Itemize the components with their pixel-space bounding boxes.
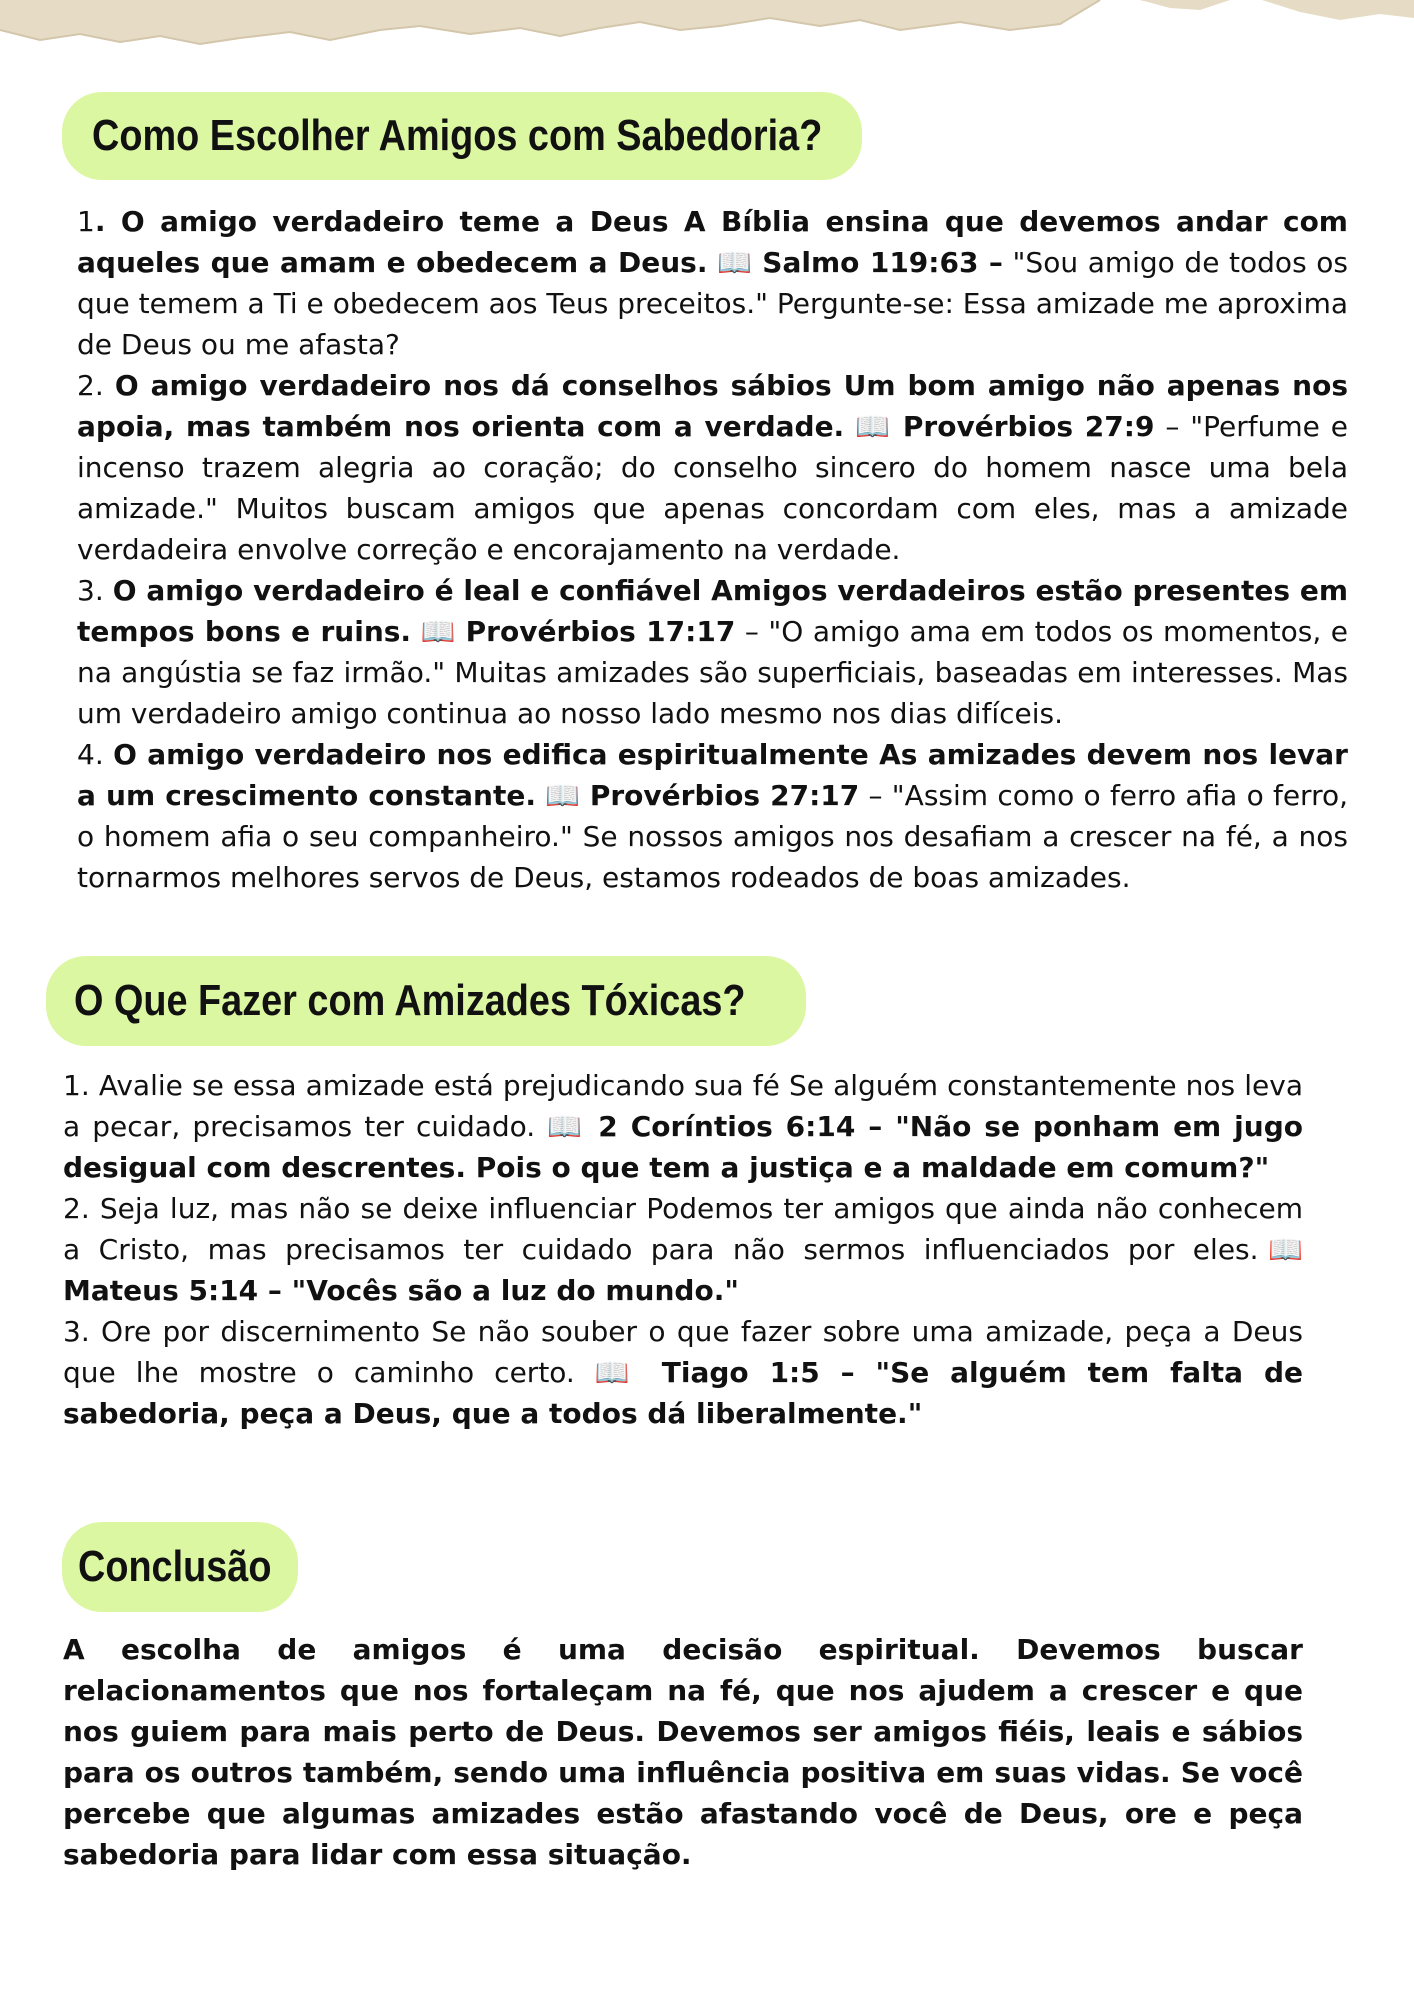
- item-bold-text: O amigo verdadeiro é leal e confiável Amigos verdadeiros estão presentes em tempos bons e ruins.: [77, 574, 1348, 648]
- item-text: 3. Ore por discernimento Se não souber o que fazer sobre uma amizade, peça a Deus que lhe mostre o caminho certo.: [63, 1315, 1303, 1389]
- bible-reference: Provérbios 27:17: [589, 779, 860, 812]
- list-item: [63, 1065, 1303, 1188]
- bible-reference: Mateus 5:14 – "Vocês são a luz do mundo.": [63, 1274, 739, 1307]
- bible-reference: Tiago 1:5 – "Se alguém tem falta de sabedoria, peça a Deus, que a todos dá liberalmente.": [63, 1356, 1303, 1430]
- book-icon: 📖: [1258, 1233, 1303, 1266]
- heading-conclusion-text: Conclusão: [78, 1542, 272, 1591]
- bible-reference: Provérbios 27:9: [902, 410, 1155, 443]
- book-icon: 📖: [420, 615, 457, 648]
- list-item: [63, 1311, 1303, 1434]
- book-icon: 📖: [594, 1356, 641, 1389]
- section-toxic-friendships-body: [63, 1065, 1303, 1434]
- item-number: 4.: [77, 738, 114, 771]
- book-icon: 📖: [547, 1110, 586, 1143]
- list-item: [63, 1188, 1303, 1311]
- heading-toxic-friendships: [46, 956, 806, 1046]
- heading-toxic-friendships-text: O Que Fazer com Amizades Tóxicas?: [74, 976, 746, 1025]
- heading-conclusion: [62, 1522, 298, 1612]
- item-bold-text: O amigo verdadeiro nos dá conselhos sábios Um bom amigo não apenas nos apoia, mas também nos orienta com a verdade.: [77, 369, 1348, 443]
- book-icon: 📖: [717, 246, 753, 279]
- item-text: – "Perfume e incenso trazem alegria ao coração; do conselho sincero do homem nasce uma bela amizade." Muitos buscam amigos que apenas concordam com eles, mas a amizade verdadeira envolve correção e encorajamento na verdade.: [77, 410, 1348, 566]
- item-text: – "Assim como o ferro afia o ferro, o homem afia o seu companheiro." Se nossos amigos nos desafiam a crescer na fé, a nos tornarmos melhores servos de Deus, estamos rodeados de boas amizades.: [77, 779, 1349, 894]
- item-text: "Sou amigo de todos os que temem a Ti e obedecem aos Teus preceitos." Pergunte-se: Essa amizade me aproxima de Deus ou me afasta?: [77, 246, 1348, 361]
- item-text: – "O amigo ama em todos os momentos, e na angústia se faz irmão." Muitas amizades são superficiais, baseadas em interesses. Mas um verdadeiro amigo continua ao nosso lado mesmo nos dias difíceis.: [77, 615, 1348, 730]
- list-item: [77, 734, 1348, 898]
- section-conclusion-body: [63, 1629, 1303, 1875]
- item-bold-text: O amigo verdadeiro nos edifica espiritualmente As amizades devem nos levar a um crescimento constante.: [77, 738, 1348, 812]
- item-number: 3.: [77, 574, 113, 607]
- torn-paper-edge: [0, 0, 1414, 60]
- book-icon: 📖: [545, 779, 581, 812]
- heading-choose-friends: [62, 92, 862, 180]
- bible-reference: Salmo 119:63 –: [762, 246, 1003, 279]
- item-number: 1: [77, 205, 95, 238]
- list-item: [77, 570, 1348, 734]
- item-text: 2. Seja luz, mas não se deixe influenciar Podemos ter amigos que ainda não conhecem a Cristo, mas precisamos ter cuidado para não sermos influenciados por eles.: [63, 1192, 1303, 1266]
- section-choose-friends-body: [77, 201, 1348, 898]
- bible-reference: 2 Coríntios 6:14 – "Não se ponham em jugo desigual com descrentes. Pois o que tem a justiça e a maldade em comum?": [63, 1110, 1303, 1184]
- bible-reference: Provérbios 17:17: [465, 615, 736, 648]
- list-item: [77, 365, 1348, 570]
- item-text: 1. Avalie se essa amizade está prejudicando sua fé Se alguém constantemente nos leva a pecar, precisamos ter cuidado.: [63, 1069, 1303, 1143]
- conclusion-paragraph: A escolha de amigos é uma decisão espiritual. Devemos buscar relacionamentos que nos fortaleçam na fé, que nos ajudem a crescer e que nos guiem para mais perto de Deus. Devemos ser amigos fiéis, leais e sábios para os outros também, sendo uma influência positiva em suas vidas. Se você percebe que algumas amizades estão afastando você de Deus, ore e peça sabedoria para lidar com essa situação.: [63, 1633, 1303, 1871]
- book-icon: 📖: [855, 410, 892, 443]
- item-bold-text: . O amigo verdadeiro teme a Deus A Bíblia ensina que devemos andar com aqueles que amam e obedecem a Deus.: [77, 205, 1348, 279]
- heading-choose-friends-text: Como Escolher Amigos com Sabedoria?: [92, 111, 823, 160]
- list-item: [77, 201, 1348, 365]
- item-number: 2.: [77, 369, 115, 402]
